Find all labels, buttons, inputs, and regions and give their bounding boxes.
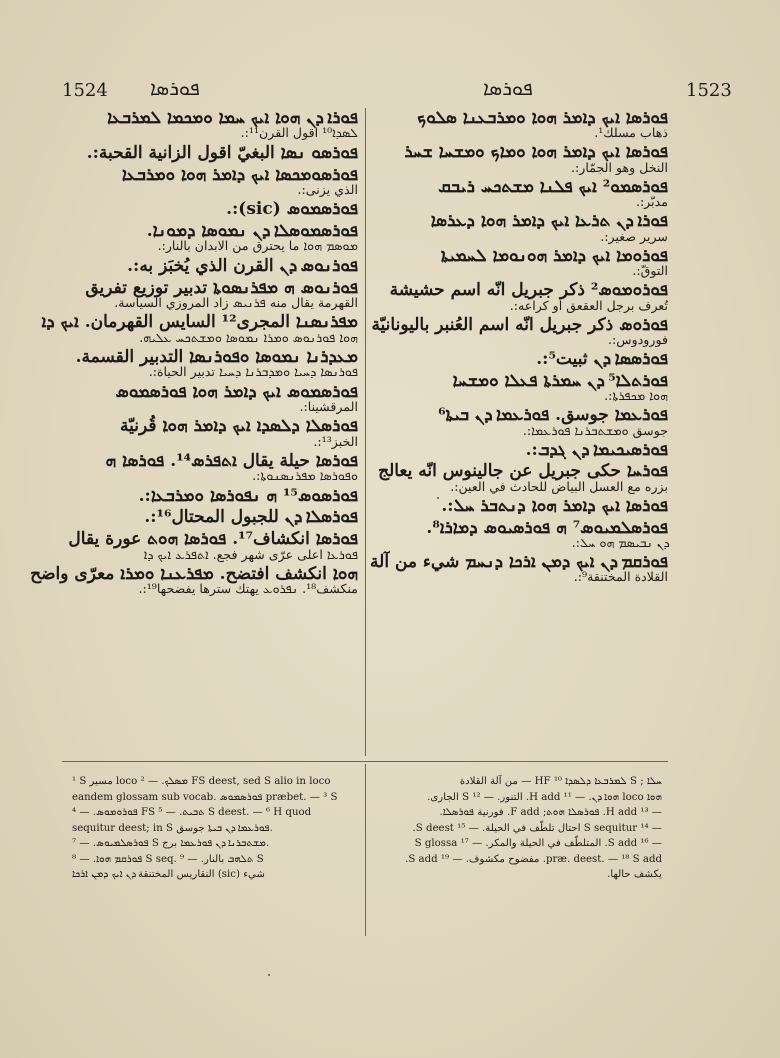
entry-gloss: الخبز¹³:. bbox=[313, 433, 358, 449]
footnotes-left bbox=[72, 774, 358, 883]
left-page-number: 1524 bbox=[62, 80, 108, 101]
column-divider bbox=[365, 108, 366, 756]
entry-headline: ܦܘܪܣܠܡܝܘܣ⁷ ܗ ܦܘܪܣܝܘܣ ܕܡܐܪܐ⁸. bbox=[426, 517, 668, 538]
dictionary-entry bbox=[62, 509, 358, 526]
entry-headline: ܦܘܪܐ ܕܢ ܬܪܥܐ ܐܝܟ ܕܐܡܪ ܗܘܐ ܕܥܪܣܐ bbox=[430, 211, 668, 232]
left-running-title: ܦܘܪܣܐ bbox=[150, 76, 200, 100]
dictionary-entry bbox=[62, 450, 358, 484]
entry-gloss: ܦܘܪܥܐ اعلى عرّى شهر فجع. ܐܬܦܪܥ ܐܝܟ ܕܐ bbox=[143, 546, 358, 562]
footnote-line: ܦܘܪܣܠܡܝܘܣ. — ⁷ S ܡܫܬܒܪܢܐ ܕܢ ܦܘܪܥܡܐ برج. bbox=[72, 838, 270, 849]
dictionary-entry bbox=[62, 142, 358, 163]
footnote-line: præ. deest. — ¹⁸ S add. مفضوح مكشوف. — ¹⁹ S add. bbox=[405, 853, 662, 865]
entry-headline: ܦܘܪܣܐ ܐܝܟ ܕܐܡܪ ܗܘܐ ܘܡܐܟ ܘܡܫܚܐ ܫܚܪ bbox=[404, 142, 668, 163]
entry-gloss: منكشف¹⁸. ܢܦܪܘܥ يهتك سترها يفضحها¹⁹:. bbox=[138, 581, 358, 597]
footnotes-right bbox=[372, 774, 662, 883]
entry-headline: ܦܘܪܘܡܐ ܐܝܟ ܕܐܡܪ ܗܘܢܘܡܐ ܠܚܡܝܬܐ bbox=[440, 245, 668, 266]
dictionary-entry bbox=[62, 485, 358, 506]
right-column bbox=[372, 110, 668, 750]
entry-headline: ܦܘܪܘܣ ذكر جبريل انّه اسم العُنبر باليونانيّة bbox=[371, 314, 668, 335]
entry-gloss: تُعرف برجل العقعق او كراعه:. bbox=[509, 297, 668, 313]
entry-headline: ܦܘܪܣܘܡܟܣܐ ܐܝܟ ܕܐܡܪ ܗܘܐ ܘܡܪܒܥܐ bbox=[121, 164, 358, 185]
entry-headline: ܦܘܪܣܡܘܣ ܐܝܟ ܕܐܡܪ ܗܘܐ ܦܘܪܣܡܘܣ bbox=[115, 381, 358, 402]
dictionary-entry bbox=[62, 277, 358, 310]
entry-headline: ܦܘܪܣܐ حيلة يقال ܐܬܦܪܣ¹⁴. ܦܘܪܣܐ ܗ bbox=[105, 450, 358, 471]
entry-gloss: القلادة المختنقة⁹:. bbox=[573, 569, 668, 585]
entry-gloss: المرقشينا:. bbox=[299, 398, 358, 414]
entry-headline: ܦܘܪܣܣܐ ܕܢ ثبيت⁵:. bbox=[536, 349, 668, 370]
entry-headline: ܡܦܪܢܣܢܐ المجرى¹² السايس القهرمان. ܐܝܟ ܕܐ bbox=[41, 312, 358, 333]
dictionary-entry bbox=[62, 346, 358, 380]
dictionary-entry bbox=[371, 314, 668, 348]
entry-headline: ܦܘܪܣܘܣ¹⁵ ܗ ܢܦܘܪܣܐ ܘܡܪܒܥܐ:. bbox=[138, 485, 358, 506]
dictionary-entry bbox=[372, 495, 668, 516]
dictionary-entry bbox=[62, 531, 358, 561]
entry-gloss: ذهاب مسلك¹. bbox=[594, 125, 668, 141]
dictionary-entry bbox=[62, 381, 358, 414]
entry-gloss: جوسق ܘܡܫܬܒܪܢܐ ܦܘܪܥܡܐ:. bbox=[522, 422, 668, 438]
entry-gloss: الذي يزنى:. bbox=[297, 181, 358, 197]
footnote-line: ܚܠܐ ; S ܠܡܪܒܥܐ ܕܠܣܕܐ HF ¹⁰ — من آلة القلادة bbox=[459, 776, 662, 787]
entry-gloss: ܕܢ ܢܒܝܣܡ ܗܘ ܚܠ:. bbox=[571, 534, 668, 550]
entry-gloss: مدبّر:. bbox=[635, 194, 668, 210]
dictionary-entry bbox=[372, 439, 668, 460]
footnote-line: ܦܘܪܘܡܘܣ. — ⁴ FS ܬܒܝܬ. — ⁵ S deest. — ⁶ H quod bbox=[72, 807, 312, 818]
entry-headline: ܦܘܪܚܐ حكى جبريل عن جالينوس انّه يعالج bbox=[378, 461, 668, 482]
dictionary-entry bbox=[372, 176, 668, 210]
entry-gloss: القهرمة يقال منه ܦܪܢܝܣ زاد المروزي السياسة. bbox=[114, 294, 358, 310]
entry-headline: ܦܘܪܣܘ ܢܣܐ البغيّ اقول الزانية القحبة:. bbox=[86, 142, 358, 163]
entry-headline: ܦܘܪܐ ܕܢ ܗܘܐ ܐܝܟ ܚܡܐ ܘܡܟܡܐ ܠܡܪܒܥܐ bbox=[107, 108, 358, 128]
dictionary-entry bbox=[372, 370, 668, 404]
dictionary-entry bbox=[62, 223, 358, 253]
entry-headline: ܦܘܪܘܡܘܣ² ذكر جبريل انّه اسم حشيشة bbox=[389, 280, 668, 301]
footnote-line: — ¹⁴ S sequitur احتال تلطّف في الحيلة. — ¹⁵ S deest. bbox=[412, 822, 662, 834]
dictionary-entry bbox=[372, 554, 668, 584]
entry-headline: ܦܘܪܣܡܘ² ܐܝܟ ܦܠܢܐ ܡܫܬܟܚ ܪܝܒܩ bbox=[438, 176, 668, 197]
dictionary-entry bbox=[62, 201, 358, 218]
entry-headline: ܦܘܪܩܡ ܕܢ ܐܝܟ ܕܡܢ ܐܪܟܐ ܕܢܚܡ شيء من آلة bbox=[370, 552, 668, 573]
ink-speck bbox=[437, 497, 439, 499]
entry-headline: ܡܥܕܪܢܐ ܢܡܘܣܐ ܘܦܘܪܢܣܐ التدبير القسمة. bbox=[75, 346, 358, 367]
entry-headline: ܦܘܪܢܘܣ ܕܢ القرن الذي يُخبَز به:. bbox=[127, 255, 358, 276]
entry-headline: ܦܘܪܢܘܣ ܗ ܡܦܪܢܣܘܬܐ تدبير توزيع تفريق bbox=[85, 277, 358, 298]
entry-headline: ܦܘܪܣܠܐ ܕܢ للجبول المحتال¹⁶:. bbox=[144, 507, 358, 528]
entry-headline: ܦܘܪܣܐ ܐܝܟ ܕܐܡܪ ܗܘܐ ܕܢܬܒܪ ܚܠ:. bbox=[441, 495, 668, 516]
footnote-line: النقاريس المختنقة ܕܢ ܐܝܟ ܕܡܢ ܐܪܟܐ (sic) شيء bbox=[72, 869, 266, 880]
dictionary-entry bbox=[30, 563, 358, 597]
dictionary-entry bbox=[372, 463, 668, 493]
footnote-line: يكشف حالها. bbox=[607, 869, 662, 880]
dictionary-entry bbox=[62, 255, 358, 276]
footnote-column-divider bbox=[365, 764, 366, 936]
dictionary-entry bbox=[372, 213, 668, 243]
entry-gloss: بزره مع العسل البياض للحادث في العين:. bbox=[450, 478, 668, 494]
footnote-line: eandem glossam sub vocab. ܦܘܪܣܡܘܣ præbet. — ³ S bbox=[72, 791, 338, 803]
entry-gloss: فورودوس:. bbox=[608, 332, 668, 348]
entry-gloss: سرير صغير:. bbox=[600, 228, 668, 244]
entry-headline: ܦܘܪܣܐ انكشاف¹⁷. ܦܘܪܣܐ ܗܘܬ عورة يقال bbox=[68, 529, 358, 550]
footnote-line: — ¹³ H add. ܦܘܪܣܠܐ ܗܘܬ; F add. فورنية ܦܘܪܣܠܐ. bbox=[439, 807, 662, 818]
entry-headline: ܦܘܪܣܡܘܣܠܐ ܕܢ ܢܡܘܣܐ ܕܡܘܢܐ. bbox=[146, 221, 358, 241]
entry-gloss: ܦܘܪܢܣܐ ܕܚܝܐ ܘܡܕܒܪܢܐ ܕܚܝܐ تدبير الحياة:. bbox=[148, 364, 358, 380]
dictionary-entry bbox=[372, 110, 668, 140]
dictionary-entry bbox=[372, 144, 668, 174]
footnote-line: ܦܘܪܩܡ ܗܘܐ. — ⁸ S seq. ܬܠܗܒ بالنار. — ⁹ S bbox=[72, 853, 264, 865]
footnote-line: ܗܘܐ loco ܗܘܐ ܕܢ. — ¹¹ H add. التنور. — ¹² S الجارى. bbox=[427, 791, 662, 803]
entry-headline: ܦܘܪܬܠܐ⁵ ܕܢ ܚܡܪܬܐ ܦܥܠܐ ܘܡܫܚܐ bbox=[452, 370, 668, 391]
ink-speck bbox=[268, 974, 270, 976]
dictionary-entry bbox=[372, 517, 668, 550]
entry-gloss: ܠܣܕܐ¹⁰ اقول القرن¹¹:. bbox=[240, 125, 358, 141]
dictionary-entry bbox=[372, 407, 668, 437]
entry-gloss: النخل وهو الجمّار:. bbox=[571, 159, 668, 175]
entry-headline: ܗܘܐ انكشف افتضح. ܡܦܪܥܢܐ ܘܡܪܐ معرّى واضح bbox=[30, 563, 358, 584]
footnote-line: — ¹⁶ S add. المتلطّف في الحيلة والمكر. — ¹⁷ S glossa bbox=[414, 838, 662, 849]
entry-headline: ܦܘܪܣܝܟܝܡܐ ܕܢ ܓܕܒ:. bbox=[525, 439, 668, 460]
entry-gloss: التوقّ:. bbox=[632, 263, 668, 279]
dictionary-entry bbox=[62, 418, 358, 448]
footnote-line: sequitur deest; in S ܦܘܪܥܡܐ ܕܢ ܒܝܬܐ جوسق. bbox=[72, 822, 273, 834]
dictionary-entry bbox=[41, 312, 358, 345]
footnote-rule bbox=[62, 761, 668, 762]
entry-headline: ܦܘܪܣܠܐ ܕܠܣܕܐ ܐܝܟ ܕܐܡܪ ܗܘܐ قُرنيّة bbox=[120, 416, 358, 437]
entry-gloss: ܗܘܐ ܦܘܪܢܘܣ ܘܡܪܐ ܢܡܘܣܐ ܘܡܫܬܟܚ ܥܠܝܗ. bbox=[139, 329, 358, 345]
entry-gloss: ܘܦܘܪܣܐ ܡܦܪܢܣܢܘܬܐ:. bbox=[252, 468, 358, 484]
dictionary-entry bbox=[372, 245, 668, 279]
dictionary-entry bbox=[372, 351, 668, 368]
right-page-number: 1523 bbox=[686, 80, 732, 101]
entry-headline: ܦܘܪܣܡܘܣ (sic):. bbox=[226, 199, 358, 220]
left-column bbox=[30, 108, 358, 750]
dictionary-entry bbox=[62, 164, 358, 197]
right-running-title: ܦܘܪܣܐ bbox=[483, 76, 533, 100]
entry-gloss: ܡܘܣܡ ܗܘܐ ما يحترق من الابدان بالنار:. bbox=[157, 238, 358, 254]
dictionary-entry bbox=[372, 282, 668, 312]
entry-gloss: ܗܘܐ ܡܟܦܪܬܐ:. bbox=[604, 388, 668, 404]
entry-headline: ܦܘܪܥܡܐ جوسق. ܦܘܪܥܡܐ ܕܢ ܒܝܬܐ⁶ bbox=[438, 405, 668, 426]
entry-headline: ܦܘܪܣܐ ܐܝܟ ܕܐܡܪ ܗܘܐ ܘܡܪܒܥܢܐ ܣܠܘܟ bbox=[417, 108, 668, 128]
footnote-line: ¹ S مسير loco ܡܣܠܟ. — ² FS deest, sed S alio in loco bbox=[72, 776, 331, 787]
dictionary-entry bbox=[62, 110, 358, 140]
